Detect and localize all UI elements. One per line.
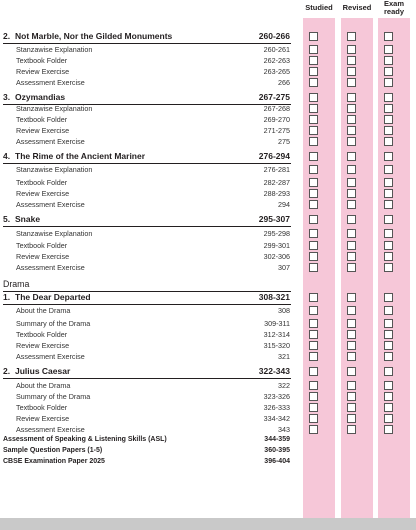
chapter-number: 3.	[3, 92, 11, 102]
checkbox-studied[interactable]	[309, 32, 318, 41]
appendix-row	[0, 434, 416, 445]
checkbox-revised[interactable]	[347, 32, 356, 41]
chapter-number: 4.	[3, 151, 11, 161]
page-range: 275	[278, 137, 290, 146]
topic-row	[0, 125, 416, 136]
checkbox-studied[interactable]	[309, 352, 318, 361]
page-range: 312-314	[263, 330, 290, 339]
checkbox-revised[interactable]	[347, 367, 356, 376]
page-range: 334-342	[263, 414, 290, 423]
checkbox-exam-ready[interactable]	[384, 189, 393, 198]
appendix-row	[0, 456, 416, 467]
topic-title: Textbook Folder	[16, 115, 68, 124]
topic-row	[0, 380, 416, 391]
checkbox-studied[interactable]	[309, 293, 318, 302]
checkbox-studied[interactable]	[309, 137, 318, 146]
page-range: 307	[278, 263, 290, 272]
checkbox-exam-ready[interactable]	[384, 137, 393, 146]
checkbox-exam-ready[interactable]	[384, 241, 393, 250]
checkbox-exam-ready[interactable]	[384, 115, 393, 124]
topic-title: Summary of the Drama	[16, 319, 91, 328]
chapter-title: Snake	[15, 214, 41, 224]
page-range: 267-275	[258, 92, 290, 102]
topic-title: Assessment Exercise	[16, 425, 85, 434]
topic-title: Textbook Folder	[16, 178, 68, 187]
checkbox-studied[interactable]	[309, 414, 318, 423]
page-range: 260-261	[263, 45, 290, 54]
topic-row	[0, 340, 416, 351]
checkbox-studied[interactable]	[309, 306, 318, 315]
topic-title: Assessment of Speaking & Listening Skills (ASL)	[3, 436, 167, 443]
column-header-exam-ready: Exam ready	[383, 0, 404, 16]
topic-title: Assessment Exercise	[16, 78, 85, 87]
chapter-title: The Rime of the Ancient Mariner	[15, 151, 146, 161]
page-range: 321	[278, 352, 290, 361]
appendix-row	[0, 445, 416, 456]
chapter-row	[0, 31, 416, 42]
checkbox-revised[interactable]	[347, 341, 356, 350]
checkbox-studied[interactable]	[309, 241, 318, 250]
page-range: 360-395	[264, 447, 290, 454]
checkbox-exam-ready[interactable]	[384, 293, 393, 302]
chapter-title: Not Marble, Nor the Gilded Monuments	[15, 31, 173, 41]
checkbox-revised[interactable]	[347, 306, 356, 315]
page-range: 308-321	[258, 292, 290, 302]
checkbox-studied[interactable]	[309, 381, 318, 390]
checkbox-revised[interactable]	[347, 93, 356, 102]
checkbox-studied[interactable]	[309, 319, 318, 328]
page-range: 343	[278, 425, 290, 434]
topic-row	[0, 240, 416, 251]
page-range: 322-343	[258, 366, 290, 376]
checkbox-exam-ready[interactable]	[384, 200, 393, 209]
checkbox-studied[interactable]	[309, 341, 318, 350]
checkbox-studied[interactable]	[309, 392, 318, 401]
heading-underline	[3, 226, 291, 227]
checkbox-revised[interactable]	[347, 425, 356, 434]
topic-row	[0, 188, 416, 199]
checkbox-exam-ready[interactable]	[384, 319, 393, 328]
topic-title: Textbook Folder	[16, 56, 68, 65]
checkbox-revised[interactable]	[347, 45, 356, 54]
topic-title: Assessment Exercise	[16, 200, 85, 209]
chapter-number: 5.	[3, 214, 11, 224]
checkbox-exam-ready[interactable]	[384, 215, 393, 224]
checkbox-revised[interactable]	[347, 241, 356, 250]
checkbox-revised[interactable]	[347, 126, 356, 135]
checkbox-studied[interactable]	[309, 263, 318, 272]
checkbox-exam-ready[interactable]	[384, 152, 393, 161]
section-heading-row	[0, 279, 416, 290]
checkbox-exam-ready[interactable]	[384, 45, 393, 54]
checkbox-exam-ready[interactable]	[384, 381, 393, 390]
topic-title: Assessment Exercise	[16, 263, 85, 272]
topic-title: About the Drama	[16, 306, 71, 315]
topic-row	[0, 351, 416, 362]
topic-row	[0, 44, 416, 55]
checkbox-revised[interactable]	[347, 78, 356, 87]
page-range: 271-275	[263, 126, 290, 135]
section-heading: Drama	[3, 279, 30, 289]
page-range: 309-311	[264, 319, 290, 328]
page-range: 288-293	[263, 189, 290, 198]
page-range: 323-326	[263, 392, 290, 401]
chapter-title: Ozymandias	[15, 92, 66, 102]
page-range: 269-270	[263, 115, 290, 124]
topic-title: Stanzawise Explanation	[16, 104, 93, 113]
page-range: 282-287	[263, 178, 290, 187]
topic-title: About the Drama	[16, 381, 71, 390]
topic-title: Assessment Exercise	[16, 352, 85, 361]
checkbox-studied[interactable]	[309, 104, 318, 113]
checkbox-studied[interactable]	[309, 45, 318, 54]
page-range: 299-301	[263, 241, 290, 250]
page-range: 276-294	[258, 151, 290, 161]
checkbox-revised[interactable]	[347, 165, 356, 174]
topic-row	[0, 77, 416, 88]
topic-row	[0, 413, 416, 424]
checkbox-revised[interactable]	[347, 67, 356, 76]
topic-title: Sample Question Papers (1-5)	[3, 447, 103, 454]
page-range: 276-281	[263, 165, 290, 174]
checkbox-exam-ready[interactable]	[384, 78, 393, 87]
chapter-row	[0, 151, 416, 162]
page-range: 260-266	[258, 31, 290, 41]
checkbox-revised[interactable]	[347, 229, 356, 238]
topic-title: Textbook Folder	[16, 403, 68, 412]
chapter-number: 1.	[3, 292, 11, 302]
checkbox-exam-ready[interactable]	[384, 32, 393, 41]
topic-title: Stanzawise Explanation	[16, 165, 93, 174]
page-range: 322	[278, 381, 290, 390]
checkbox-studied[interactable]	[309, 252, 318, 261]
checkbox-revised[interactable]	[347, 104, 356, 113]
page-range: 315-320	[263, 341, 290, 350]
page-range: 344-359	[264, 436, 290, 443]
chapter-row	[0, 214, 416, 225]
column-header-revised: Revised	[342, 3, 372, 12]
checkbox-revised[interactable]	[347, 263, 356, 272]
checkbox-studied[interactable]	[309, 56, 318, 65]
checkbox-revised[interactable]	[347, 293, 356, 302]
checkbox-studied[interactable]	[309, 367, 318, 376]
topic-row	[0, 318, 416, 329]
checkbox-revised[interactable]	[347, 381, 356, 390]
checkbox-revised[interactable]	[347, 115, 356, 124]
checkbox-revised[interactable]	[347, 137, 356, 146]
checkbox-studied[interactable]	[309, 425, 318, 434]
topic-title: Textbook Folder	[16, 330, 68, 339]
page-range: 295-298	[263, 229, 290, 238]
chapter-number: 2.	[3, 31, 11, 41]
checkbox-exam-ready[interactable]	[384, 56, 393, 65]
chapter-row	[0, 292, 416, 303]
page-range: 294	[278, 200, 290, 209]
checkbox-revised[interactable]	[347, 189, 356, 198]
topic-row	[0, 199, 416, 210]
topic-row	[0, 164, 416, 175]
checkbox-revised[interactable]	[347, 252, 356, 261]
topic-title: Stanzawise Explanation	[16, 229, 93, 238]
page-range: 295-307	[258, 214, 290, 224]
checkbox-exam-ready[interactable]	[384, 165, 393, 174]
heading-underline	[3, 378, 291, 379]
checkbox-exam-ready[interactable]	[384, 229, 393, 238]
chapter-row	[0, 366, 416, 377]
topic-title: Review Exercise	[16, 341, 70, 350]
checkbox-revised[interactable]	[347, 152, 356, 161]
checkbox-studied[interactable]	[309, 403, 318, 412]
topic-title: Textbook Folder	[16, 241, 68, 250]
page-range: 267-268	[263, 104, 290, 113]
checkbox-revised[interactable]	[347, 200, 356, 209]
topic-row	[0, 177, 416, 188]
checkbox-studied[interactable]	[309, 229, 318, 238]
topic-title: CBSE Examination Paper 2025	[3, 458, 105, 465]
chapter-number: 2.	[3, 366, 11, 376]
topic-row	[0, 329, 416, 340]
checkbox-exam-ready[interactable]	[384, 330, 393, 339]
checkbox-exam-ready[interactable]	[384, 306, 393, 315]
checkbox-revised[interactable]	[347, 178, 356, 187]
topic-row	[0, 66, 416, 77]
checkbox-revised[interactable]	[347, 352, 356, 361]
page-range: 326-333	[263, 403, 290, 412]
checkbox-studied[interactable]	[309, 93, 318, 102]
checkbox-studied[interactable]	[309, 67, 318, 76]
checkbox-studied[interactable]	[309, 189, 318, 198]
checkbox-exam-ready[interactable]	[384, 178, 393, 187]
topic-row	[0, 114, 416, 125]
chapter-row	[0, 92, 416, 103]
page-range: 262-263	[263, 56, 290, 65]
checkbox-exam-ready[interactable]	[384, 67, 393, 76]
checkbox-exam-ready[interactable]	[384, 367, 393, 376]
topic-row	[0, 305, 416, 316]
checkbox-studied[interactable]	[309, 78, 318, 87]
chapter-title: The Dear Departed	[15, 292, 91, 302]
checkbox-exam-ready[interactable]	[384, 425, 393, 434]
topic-row	[0, 251, 416, 262]
topic-title: Review Exercise	[16, 252, 70, 261]
checkbox-exam-ready[interactable]	[384, 93, 393, 102]
topic-row	[0, 391, 416, 402]
checkbox-exam-ready[interactable]	[384, 403, 393, 412]
topic-title: Assessment Exercise	[16, 137, 85, 146]
page-range: 396-404	[264, 458, 290, 465]
checkbox-exam-ready[interactable]	[384, 126, 393, 135]
topic-row	[0, 103, 416, 114]
topic-row	[0, 228, 416, 239]
topic-row	[0, 402, 416, 413]
page-range: 308	[278, 306, 290, 315]
checkbox-revised[interactable]	[347, 56, 356, 65]
topic-row	[0, 262, 416, 273]
topic-title: Summary of the Drama	[16, 392, 91, 401]
checkbox-studied[interactable]	[309, 126, 318, 135]
checkbox-revised[interactable]	[347, 392, 356, 401]
checkbox-exam-ready[interactable]	[384, 392, 393, 401]
checkbox-studied[interactable]	[309, 330, 318, 339]
checkbox-studied[interactable]	[309, 215, 318, 224]
footer-bar	[0, 518, 416, 530]
checkbox-exam-ready[interactable]	[384, 104, 393, 113]
checkbox-revised[interactable]	[347, 414, 356, 423]
checkbox-studied[interactable]	[309, 152, 318, 161]
checkbox-exam-ready[interactable]	[384, 341, 393, 350]
topic-title: Review Exercise	[16, 189, 70, 198]
topic-title: Review Exercise	[16, 126, 70, 135]
checkbox-studied[interactable]	[309, 200, 318, 209]
checkbox-revised[interactable]	[347, 403, 356, 412]
page-range: 263-265	[263, 67, 290, 76]
topic-row	[0, 55, 416, 66]
checkbox-revised[interactable]	[347, 215, 356, 224]
topic-title: Review Exercise	[16, 67, 70, 76]
checkbox-revised[interactable]	[347, 330, 356, 339]
chapter-title: Julius Caesar	[15, 366, 71, 376]
page-range: 266	[278, 78, 290, 87]
page-range: 302-306	[263, 252, 290, 261]
checkbox-studied[interactable]	[309, 178, 318, 187]
column-header-studied: Studied	[305, 3, 333, 12]
checkbox-studied[interactable]	[309, 165, 318, 174]
checkbox-exam-ready[interactable]	[384, 263, 393, 272]
topic-title: Review Exercise	[16, 414, 70, 423]
topic-title: Stanzawise Explanation	[16, 45, 93, 54]
checkbox-exam-ready[interactable]	[384, 414, 393, 423]
checkbox-exam-ready[interactable]	[384, 352, 393, 361]
checkbox-revised[interactable]	[347, 319, 356, 328]
topic-row	[0, 136, 416, 147]
checkbox-studied[interactable]	[309, 115, 318, 124]
checkbox-exam-ready[interactable]	[384, 252, 393, 261]
